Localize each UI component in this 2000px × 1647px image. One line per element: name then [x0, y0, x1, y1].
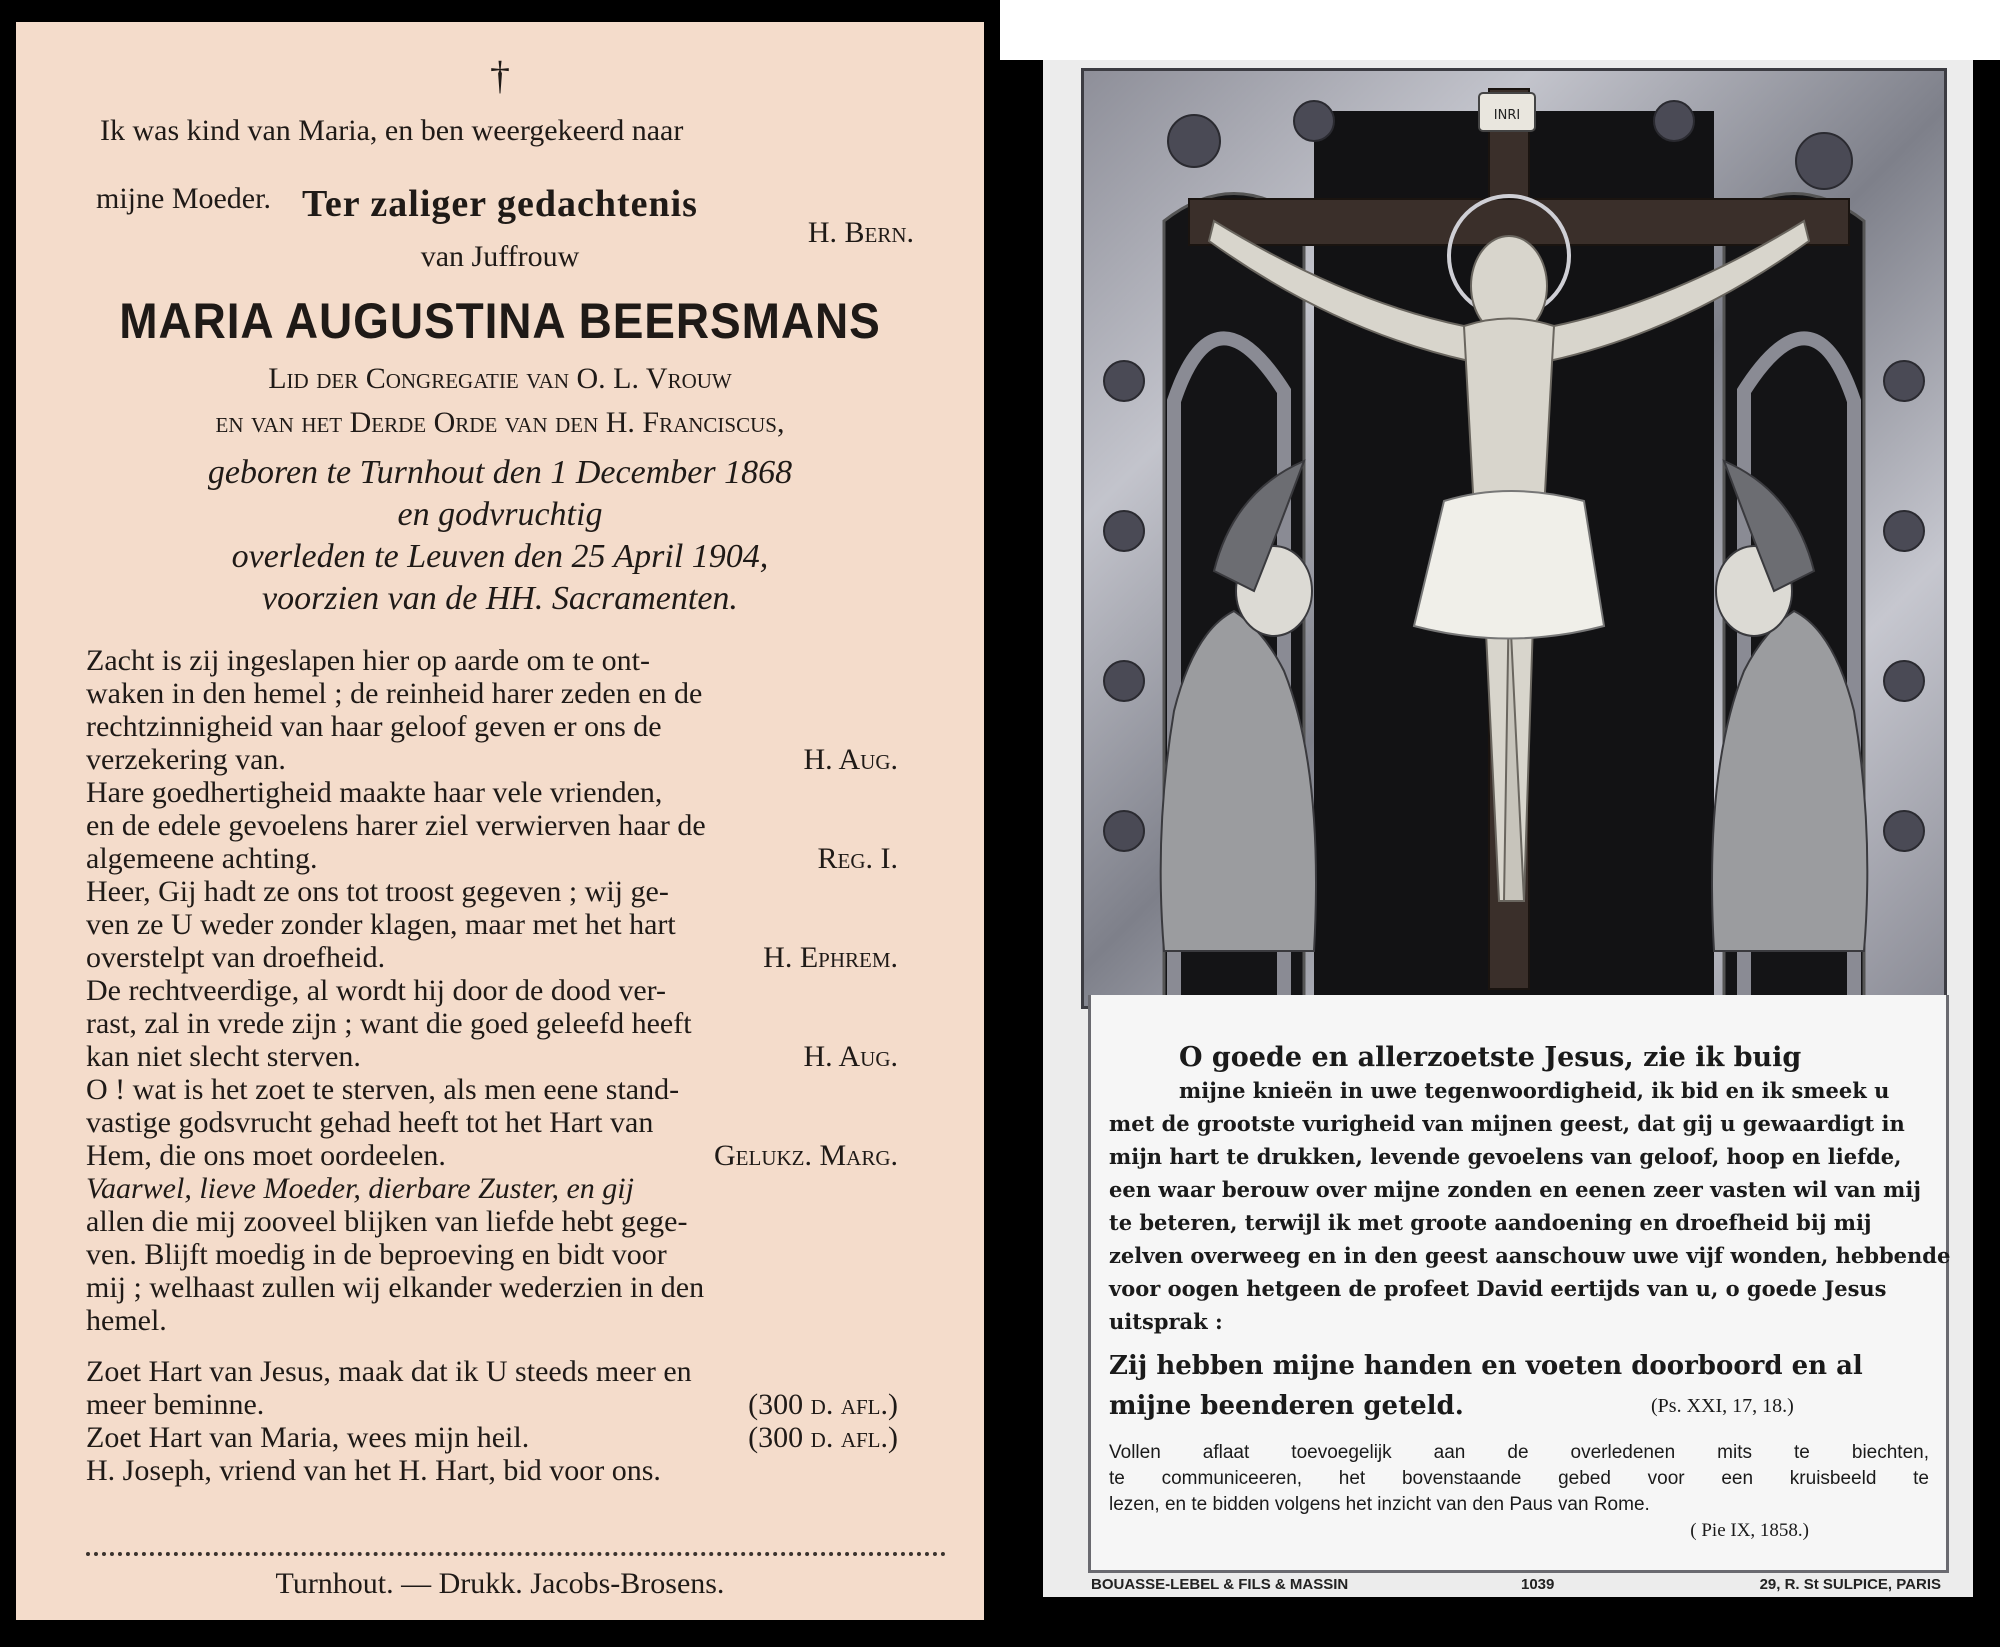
- prayers-line: [86, 1421, 948, 1455]
- body-line: [86, 677, 948, 711]
- background-corner: [1000, 0, 2000, 60]
- inri-label: INRI: [1493, 108, 1521, 123]
- body-line-text: overstelpt van droefheid.: [86, 941, 386, 974]
- prayer-line: met de grootste vurigheid van mijnen geest, dat gij u gewaardigt in: [1109, 1111, 1905, 1136]
- body-line-text: Hem, die ons moet oordeelen.: [86, 1139, 446, 1172]
- body-line-text: mij ; welhaast zullen wij elkander wederzien in den: [86, 1271, 705, 1304]
- body-line-text: en de edele gevoelens harer ziel verwierven haar de: [86, 809, 706, 842]
- crucifixion-drawing: [1084, 71, 1944, 1006]
- body-line-text: vastige godsvrucht gehad heeft tot het Hart van: [86, 1106, 654, 1139]
- prayer-line: mijn hart te drukken, levende gevoelens van geloof, hoop en liefde,: [1109, 1144, 1902, 1169]
- body-line-text: Hare goedhertigheid maakte haar vele vrienden,: [86, 776, 663, 809]
- crucifixion-illustration: [1081, 68, 1947, 1009]
- indulgence-line: lezen, en te bidden volgens het inzicht van den Paus van Rome.: [1109, 1494, 1650, 1515]
- body-source: Gelukz. Marg.: [714, 1139, 898, 1172]
- body-source: H. Aug.: [803, 743, 898, 776]
- body-line-text: algemeene achting.: [86, 842, 318, 875]
- body-source: Reg. I.: [817, 842, 898, 875]
- body-line: [86, 908, 948, 942]
- body-source: H. Ephrem.: [763, 941, 898, 974]
- body-line: [86, 1271, 948, 1305]
- body-line: [86, 1106, 948, 1140]
- body-source: H. Aug.: [803, 1040, 898, 1073]
- prayers-line-text: meer beminne.: [86, 1388, 265, 1421]
- body-line: [86, 776, 948, 810]
- body-line: [86, 1139, 948, 1173]
- psalm-line-2: mijne beenderen geteld.: [1109, 1391, 1464, 1421]
- body-line-text: O ! wat is het zoet te sterven, als men eene stand-: [86, 1073, 680, 1106]
- body-line: [86, 644, 948, 678]
- prayers-source: (300 d. afl.): [748, 1388, 898, 1421]
- epigraph-line-1: Ik was kind van Maria, en ben weergekeerd naar: [100, 114, 684, 147]
- body-line: [86, 743, 948, 777]
- body-line: [86, 1304, 948, 1338]
- body-line-text: Vaarwel, lieve Moeder, dierbare Zuster, en gij: [86, 1172, 634, 1205]
- epigraph-source: H. Bern.: [807, 216, 914, 249]
- prayer-panel: [1088, 995, 1949, 1573]
- body-line-text: ven. Blijft moedig in de beproeving en bidt voor: [86, 1238, 667, 1271]
- psalm-line-1: Zij hebben mijne handen en voeten doorboord en al: [1109, 1351, 1863, 1381]
- prayers-line-text: Zoet Hart van Maria, wees mijn heil.: [86, 1421, 530, 1454]
- prayer-line: zelven overweeg en in den geest aanschouw uwe vijf wonden, hebbende: [1109, 1243, 1951, 1268]
- prayers-line-text: H. Joseph, vriend van het H. Hart, bid voor ons.: [86, 1454, 661, 1487]
- body-line: [86, 941, 948, 975]
- body-line: [86, 1073, 948, 1107]
- body-line: [86, 809, 948, 843]
- body-line: [86, 842, 948, 876]
- body-line-text: Zacht is zij ingeslapen hier op aarde om te ont-: [86, 644, 650, 677]
- body-line: [86, 1007, 948, 1041]
- prayer-line: te beteren, terwijl ik met groote aandoening en droefheid bij mij: [1109, 1210, 1872, 1235]
- prayer-line: voor oogen hetgeen de profeet David eertijds van u, o goede Jesus: [1109, 1276, 1887, 1301]
- body-line: [86, 875, 948, 909]
- body-line: [86, 1172, 948, 1206]
- printer-line: Turnhout. — Drukk. Jacobs-Brosens.: [275, 1567, 725, 1600]
- body-line-text: rechtzinnigheid van haar geloof geven er ons de: [86, 710, 662, 743]
- epigraph-line-2-text: mijne Moeder.: [96, 182, 271, 215]
- body-line: [86, 1205, 948, 1239]
- body-line-text: hemel.: [86, 1304, 167, 1337]
- prayers-line: [86, 1388, 948, 1422]
- death-line: overleden te Leuven den 25 April 1904,: [231, 538, 769, 575]
- membership-line-1: Lid der Congregatie van O. L. Vrouw: [268, 362, 732, 395]
- body-line-text: allen die mij zooveel blijken van liefde hebt gege-: [86, 1205, 688, 1238]
- body-line-text: waken in den hemel ; de reinheid harer zeden en de: [86, 677, 703, 710]
- body-line: [86, 1040, 948, 1074]
- body-line-text: ven ze U weder zonder klagen, maar met het hart: [86, 908, 676, 941]
- body-line-text: verzekering van.: [86, 743, 286, 776]
- prayer-line: uitsprak :: [1109, 1309, 1223, 1334]
- membership-line-2: en van het Derde Orde van den H. Franciscus,: [215, 406, 785, 439]
- card-number: 1039: [1521, 1576, 1555, 1593]
- cross-icon: †: [490, 53, 510, 98]
- prayer-line: een waar berouw over mijne zonden en eenen zeer vasten wil van mij: [1109, 1177, 1921, 1202]
- memorial-card-text-side: [16, 22, 984, 1620]
- body-line-text: De rechtveerdige, al wordt hij door de dood ver-: [86, 974, 667, 1007]
- indulgence-text: [1109, 1440, 1929, 1544]
- deceased-name: MARIA AUGUSTINA BEERSMANS: [119, 293, 881, 349]
- body-line-text: kan niet slecht sterven.: [86, 1040, 361, 1073]
- prayer-text: [1109, 1041, 1951, 1338]
- prayers-line-text: Zoet Hart van Jesus, maak dat ik U steeds meer en: [86, 1355, 692, 1388]
- prayers-line: [86, 1355, 948, 1389]
- prayer-line: mijne knieën in uwe tegenwoordigheid, ik bid en ik smeek u: [1179, 1078, 1890, 1103]
- body-line-text: rast, zal in vrede zijn ; want die goed geleefd heeft: [86, 1007, 692, 1040]
- pious-line: en godvruchtig: [397, 496, 603, 533]
- body-line-text: Heer, Gij hadt ze ons tot troost gegeven ; wij ge-: [86, 875, 669, 908]
- prayers-line: [86, 1454, 948, 1488]
- memorial-card-image-side: [1043, 60, 1973, 1597]
- body-line: [86, 974, 948, 1008]
- birth-line: geboren te Turnhout den 1 December 1868: [207, 454, 793, 491]
- publisher-address: 29, R. St SULPICE, PARIS: [1759, 1576, 1941, 1593]
- indulgence-line: Vollen aflaat toevoegelijk aan de overledenen mits te biechten,: [1109, 1442, 1929, 1463]
- prayers-source: (300 d. afl.): [748, 1421, 898, 1454]
- indulgence-reference: ( Pie IX, 1858.): [1690, 1520, 1809, 1541]
- prayer-line: O goede en allerzoetste Jesus, zie ik buig: [1179, 1042, 1802, 1073]
- memorial-subtitle: van Juffrouw: [420, 240, 580, 273]
- body-line: [86, 1238, 948, 1272]
- indulgence-line: te communiceeren, het bovenstaande gebed voor een kruisbeeld te: [1109, 1468, 1929, 1489]
- publisher-name: BOUASSE-LEBEL & FILS & MASSIN: [1091, 1576, 1349, 1593]
- memorial-title: Ter zaliger gedachtenis: [302, 183, 698, 225]
- sacraments-line: voorzien van de HH. Sacramenten.: [262, 580, 738, 617]
- separator-dotted: [86, 1552, 946, 1556]
- psalm-reference: (Ps. XXI, 17, 18.): [1651, 1395, 1794, 1417]
- body-line: [86, 710, 948, 744]
